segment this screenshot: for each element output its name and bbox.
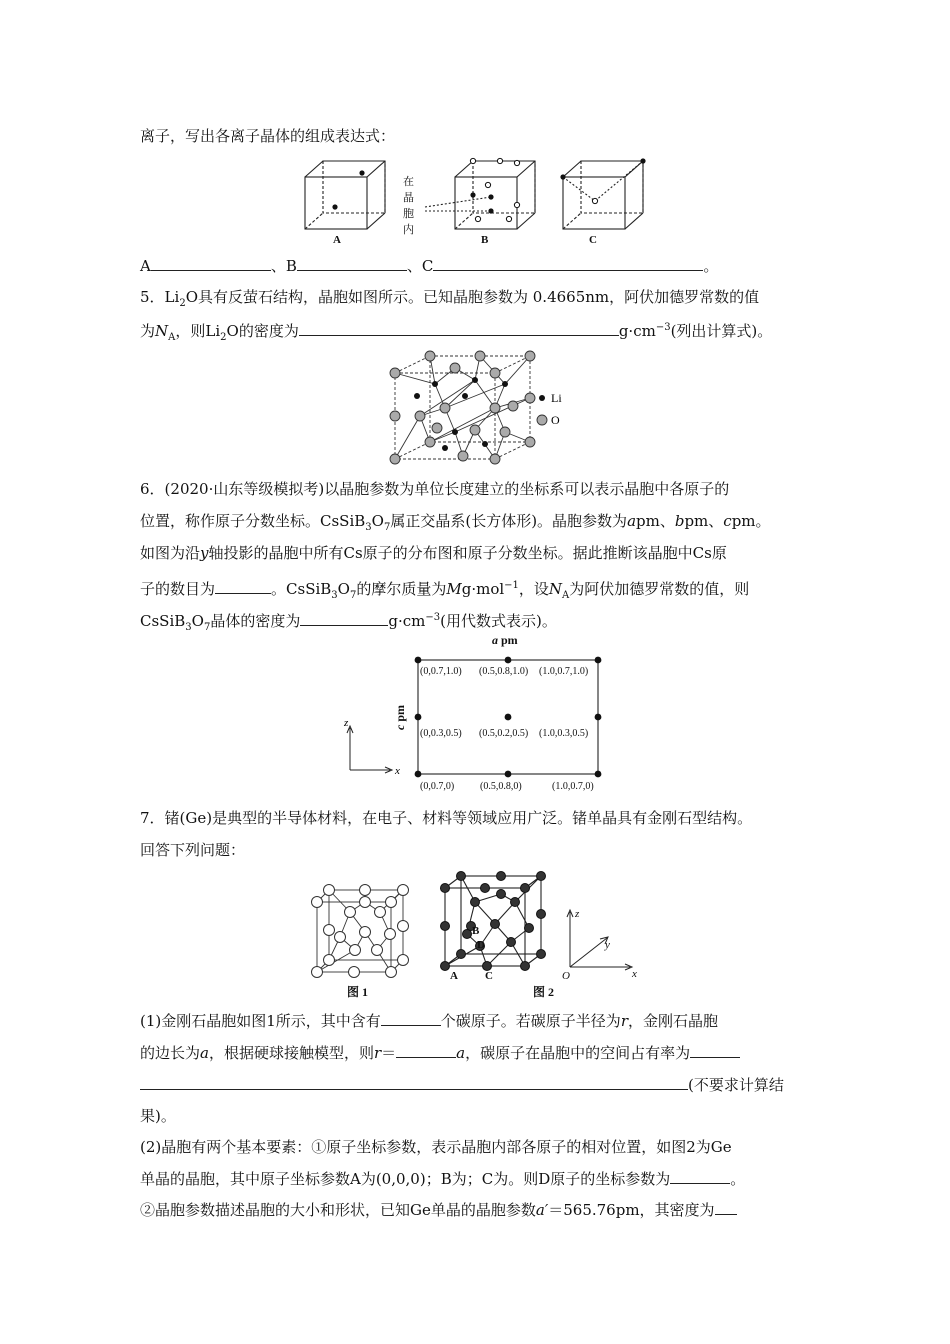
fig2-label-c: C	[485, 970, 493, 982]
coord-label: (1.0,0.7,0)	[552, 781, 594, 792]
legend-o-label: O	[551, 413, 560, 427]
c-pm-label: c pm	[393, 705, 407, 730]
ionic-crystal-cells-figure	[295, 155, 665, 250]
coord-label: (0.5,0.8,1.0)	[479, 666, 529, 677]
axis-z-label: z	[344, 717, 349, 729]
fig2-axis-x: x	[632, 968, 637, 980]
cube-label-b: B	[481, 234, 489, 246]
blank-b[interactable]	[297, 270, 407, 271]
cs-projection-figure	[340, 630, 620, 795]
blank-packing-start[interactable]	[690, 1057, 740, 1058]
fig2-caption: 图 2	[533, 985, 555, 999]
diamond-cell-figures	[305, 862, 650, 1002]
answer-line-abc: A 、B 、C 。	[140, 257, 719, 275]
q7-p1-line4: 果)。	[140, 1107, 176, 1125]
coord-label: (0,0.7,0)	[420, 781, 455, 792]
q5-line1: 5．$Li_2O$具有反萤石结构，晶胞如图所示。已知晶胞参数为 0.4665nm，阿伏加德罗常数的值	[140, 288, 760, 309]
q6-line4: 子的数目为 。$CsSiB_3O_7$的摩尔质量为Mg·mol$^{-1}$，设$N_A$为阿伏加德罗常数的值，则	[140, 580, 750, 601]
q6-line2: 位置，称作原子分数坐标。$CsSiB_3O_7$属正交晶系(长方体形)。晶胞参数为apm、bpm、cpm。	[140, 512, 771, 533]
coord-label: (0,0.3,0.5)	[420, 728, 462, 739]
q7-line2: 回答下列问题：	[140, 841, 246, 859]
coord-label: (1.0,0.7,1.0)	[539, 666, 589, 677]
q7-p1-line3: (不要求计算结	[140, 1075, 784, 1095]
q6-line1: 6．(2020·山东等级模拟考)以晶胞参数为单位长度建立的坐标系可以表示晶胞中各原子的	[140, 480, 730, 498]
q6-line3: 如图为沿y轴投影的晶胞中所有Cs原子的分布图和原子分数坐标。据此推断该晶胞中Cs原	[140, 544, 727, 562]
blank-d-coords[interactable]	[670, 1183, 730, 1184]
q6-line5: $CsSiB_3O_7$晶体的密度为 $g\cdot cm^{-3}$(用代数式表示)。	[140, 612, 557, 633]
q7-p1-line2: 的边长为a，根据硬球接触模型，则r＝ a，碳原子在晶胞中的空间占有率为	[140, 1043, 740, 1063]
cube-label-a: A	[333, 234, 341, 246]
in-cell-char: 在	[403, 176, 414, 188]
blank-carbon-count[interactable]	[381, 1025, 441, 1026]
q7-p2-line2: 单晶的晶胞，其中原子坐标参数A为(0,0,0)；B为；C为。则D原子的坐标参数为 。	[140, 1170, 746, 1188]
legend-o-dot	[537, 415, 547, 425]
in-cell-char: 胞	[403, 208, 414, 220]
li2o-cell-figure	[385, 348, 575, 468]
intro-text: 离子，写出各离子晶体的组成表达式：	[140, 127, 396, 145]
q5-line2: 为$N_A$，则$Li_2O$的密度为 $g\cdot cm^{-3}$(列出计算式)。	[140, 322, 773, 343]
fig1-caption: 图 1	[347, 985, 369, 999]
fig2-label-a: A	[450, 970, 458, 982]
blank-radius[interactable]	[396, 1057, 456, 1058]
in-cell-char: 内	[403, 224, 414, 236]
coord-label: (1.0,0.3,0.5)	[539, 728, 589, 739]
q7-p2-line3: ②晶胞参数描述晶胞的大小和形状，已知Ge单晶的晶胞参数a′＝565.76pm，其密度为	[140, 1200, 737, 1220]
blank-packing[interactable]	[140, 1089, 688, 1090]
fig2-axis-z: z	[575, 908, 580, 920]
coord-label: (0.5,0.8,0)	[480, 781, 522, 792]
axis-x-label: x	[395, 765, 400, 777]
coord-label: (0.5,0.2,0.5)	[479, 728, 529, 739]
fig2-label-b: B	[472, 925, 480, 937]
blank-ge-density[interactable]	[715, 1214, 737, 1215]
fig2-origin: O	[562, 970, 570, 982]
legend-li-dot	[539, 395, 545, 401]
q7-p2-line1: (2)晶胞有两个基本要素：①原子坐标参数，表示晶胞内部各原子的相对位置，如图2为Ge	[140, 1138, 732, 1156]
blank-q5-density[interactable]	[299, 335, 619, 336]
fig2-label-d: D	[477, 939, 485, 951]
q7-p1-line1: (1)金刚石晶胞如图1所示，其中含有 个碳原子。若碳原子半径为r，金刚石晶胞	[140, 1012, 718, 1030]
q7-line1: 7．锗(Ge)是典型的半导体材料，在电子、材料等领域应用广泛。锗单晶具有金刚石型结构。	[140, 809, 753, 827]
in-cell-char: 晶	[403, 192, 414, 204]
blank-a[interactable]	[151, 270, 271, 271]
blank-c[interactable]	[433, 270, 703, 271]
fig2-axis-y: y	[605, 939, 610, 951]
a-pm-label: a pm	[492, 633, 518, 647]
blank-cs-count[interactable]	[215, 593, 271, 594]
coord-label: (0,0.7,1.0)	[420, 666, 462, 677]
blank-q6-density[interactable]	[300, 625, 388, 626]
cube-label-c: C	[589, 234, 597, 246]
legend-li-label: Li	[551, 391, 562, 405]
